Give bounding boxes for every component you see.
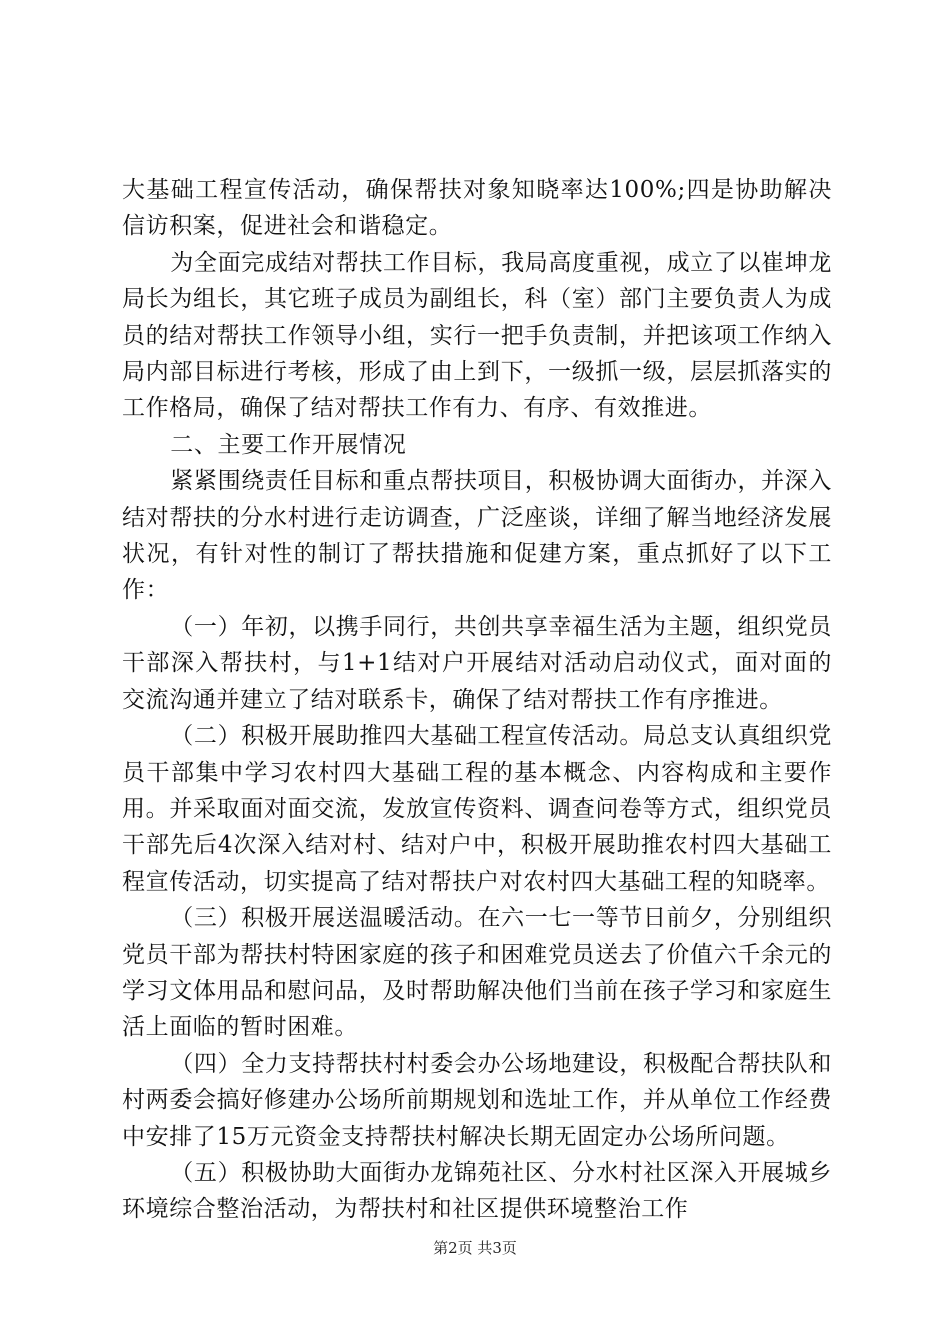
paragraph-item-2: （二）积极开展助推四大基础工程宣传活动。局总支认真组织党员干部集中学习农村四大基础工程的基本概念、内容构成和主要作用。并采取面对面交流，发放宣传资料、调查问卷等方式，组织党员干部先后4次深入结对村、结对户中，积极开展助推农村四大基础工程宣传活动，切实提高了结对帮扶户对农村四大基础工程的知晓率。 bbox=[122, 723, 832, 895]
paragraph-item-1: （一）年初，以携手同行，共创共享幸福生活为主题，组织党员干部深入帮扶村，与1+1结对户开展结对活动启动仪式，面对面的交流沟通并建立了结对联系卡，确保了结对帮扶工作有序推进。 bbox=[122, 613, 832, 713]
paragraph-continuation: 大基础工程宣传活动，确保帮扶对象知晓率达100%;四是协助解决信访积案，促进社会和谐稳定。 bbox=[122, 177, 832, 240]
paragraph-item-5: （五）积极协助大面街办龙锦苑社区、分水村社区深入开展城乡环境综合整治活动，为帮扶村和社区提供环境整治工作 bbox=[122, 1159, 832, 1223]
section-heading: 二、主要工作开展情况 bbox=[170, 431, 407, 458]
page-footer: 第2页 共3页 bbox=[433, 1239, 517, 1257]
paragraph-intro: 紧紧围绕责任目标和重点帮扶项目，积极协调大面街办，并深入结对帮扶的分水村进行走访调查，广泛座谈，详细了解当地经济发展状况，有针对性的制订了帮扶措施和促建方案，重点抓好了以下工作： bbox=[122, 468, 832, 604]
paragraph-item-3: （三）积极开展送温暖活动。在六一七一等节日前夕，分别组织党员干部为帮扶村特困家庭的孩子和困难党员送去了价值六千余元的学习文体用品和慰问品，及时帮助解决他们当前在孩子学习和家庭生活上面临的暂时困难。 bbox=[122, 905, 832, 1041]
paragraph-leadership: 为全面完成结对帮扶工作目标，我局高度重视，成立了以崔坤龙局长为组长，其它班子成员为副组长，科（室）部门主要负责人为成员的结对帮扶工作领导小组，实行一把手负责制，并把该项工作纳入局内部目标进行考核，形成了由上到下，一级抓一级，层层抓落实的工作格局，确保了结对帮扶工作有力、有序、有效推进。 bbox=[122, 249, 832, 422]
document-body bbox=[122, 172, 832, 1228]
paragraph-item-4: （四）全力支持帮扶村村委会办公场地建设，积极配合帮扶队和村两委会搞好修建办公场所前期规划和选址工作，并从单位工作经费中安排了15万元资金支持帮扶村解决长期无固定办公场所问题。 bbox=[122, 1050, 832, 1150]
